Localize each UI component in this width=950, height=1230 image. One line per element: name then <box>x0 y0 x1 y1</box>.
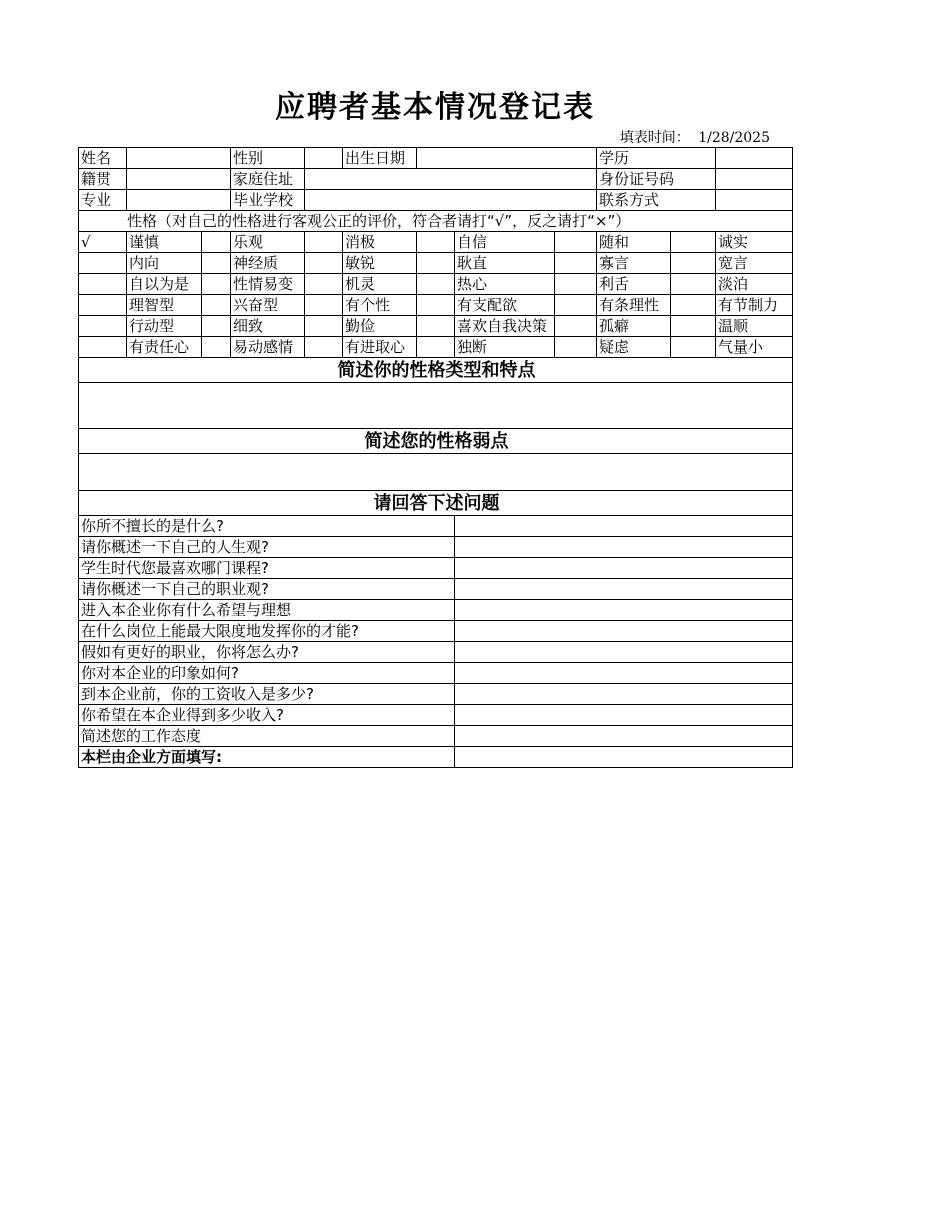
type-desc-answer[interactable] <box>79 383 793 429</box>
questions-heading: 请回答下述问题 <box>79 491 793 516</box>
question-row <box>79 642 793 663</box>
id-number-label: 身份证号码 <box>597 169 716 190</box>
trait-check[interactable] <box>305 232 343 253</box>
name-label: 姓名 <box>79 148 127 169</box>
question-text: 你希望在本企业得到多少收入? <box>79 705 455 726</box>
trait-check[interactable] <box>555 316 597 337</box>
type-desc-answer-row <box>79 383 793 429</box>
fill-time-label: 填表时间： <box>619 130 690 146</box>
trait-label: 有条理性 <box>597 295 671 316</box>
trait-check[interactable] <box>305 274 343 295</box>
trait-label: 疑虑 <box>597 337 671 358</box>
company-field[interactable] <box>455 747 793 768</box>
question-text: 假如有更好的职业，你将怎么办? <box>79 642 455 663</box>
education-label: 学历 <box>597 148 716 169</box>
trait-check[interactable] <box>305 316 343 337</box>
trait-label: 兴奋型 <box>231 295 305 316</box>
birth-label: 出生日期 <box>343 148 417 169</box>
trait-check[interactable] <box>79 316 127 337</box>
trait-label: 理智型 <box>127 295 202 316</box>
question-text: 学生时代您最喜欢哪门课程? <box>79 558 455 579</box>
trait-check[interactable] <box>417 274 455 295</box>
contact-label: 联系方式 <box>597 190 716 211</box>
answer-field[interactable] <box>455 642 793 663</box>
trait-label: 随和 <box>597 232 671 253</box>
trait-check[interactable] <box>671 274 716 295</box>
trait-check[interactable] <box>305 337 343 358</box>
address-field[interactable] <box>305 169 597 190</box>
question-row <box>79 600 793 621</box>
trait-label: 淡泊 <box>716 274 793 295</box>
question-row <box>79 579 793 600</box>
form-title: 应聘者基本情况登记表 <box>275 90 595 125</box>
trait-label: 性情易变 <box>231 274 305 295</box>
trait-check[interactable] <box>417 232 455 253</box>
weakness-answer[interactable] <box>79 454 793 491</box>
answer-field[interactable] <box>455 516 793 537</box>
trait-label: 独断 <box>455 337 555 358</box>
personality-instruction: 性格（对自己的性格进行客观公正的评价，符合者请打“√”，反之请打“×”） <box>79 211 793 232</box>
trait-label: 机灵 <box>343 274 417 295</box>
trait-label: 易动感情 <box>231 337 305 358</box>
trait-label: 孤癖 <box>597 316 671 337</box>
answer-field[interactable] <box>455 621 793 642</box>
trait-check[interactable] <box>417 253 455 274</box>
trait-row <box>79 274 793 295</box>
answer-field[interactable] <box>455 600 793 621</box>
question-text: 你所不擅长的是什么? <box>79 516 455 537</box>
answer-field[interactable] <box>455 663 793 684</box>
question-row <box>79 705 793 726</box>
weakness-heading: 简述您的性格弱点 <box>79 429 793 454</box>
question-text: 请你概述一下自己的职业观? <box>79 579 455 600</box>
trait-row <box>79 337 793 358</box>
trait-label: 喜欢自我决策 <box>455 316 555 337</box>
trait-label: 有进取心 <box>343 337 417 358</box>
trait-check[interactable] <box>671 253 716 274</box>
trait-label: 神经质 <box>231 253 305 274</box>
trait-check[interactable] <box>417 337 455 358</box>
education-field[interactable] <box>716 148 793 169</box>
trait-label: 乐观 <box>231 232 305 253</box>
registration-table <box>78 147 793 768</box>
trait-check[interactable] <box>555 253 597 274</box>
type-desc-head-row <box>79 358 793 383</box>
trait-label: 消极 <box>343 232 417 253</box>
trait-check[interactable] <box>79 337 127 358</box>
hometown-field[interactable] <box>127 169 231 190</box>
question-row <box>79 516 793 537</box>
trait-label: 气量小 <box>716 337 793 358</box>
trait-label: 自以为是 <box>127 274 202 295</box>
trait-check[interactable] <box>417 295 455 316</box>
check-mark[interactable]: √ <box>79 232 127 253</box>
trait-label: 热心 <box>455 274 555 295</box>
trait-check[interactable] <box>79 295 127 316</box>
trait-label: 利舌 <box>597 274 671 295</box>
trait-label: 有支配欲 <box>455 295 555 316</box>
birth-field[interactable] <box>417 148 597 169</box>
trait-label: 细致 <box>231 316 305 337</box>
question-row <box>79 537 793 558</box>
trait-label: 寡言 <box>597 253 671 274</box>
trait-label: 温顺 <box>716 316 793 337</box>
fill-time <box>616 127 770 147</box>
trait-check[interactable] <box>305 253 343 274</box>
basic-row-1 <box>79 148 793 169</box>
gender-label: 性别 <box>231 148 305 169</box>
question-row <box>79 663 793 684</box>
id-number-field[interactable] <box>716 169 793 190</box>
trait-row <box>79 316 793 337</box>
trait-row <box>79 295 793 316</box>
trait-check[interactable] <box>202 295 231 316</box>
answer-field[interactable] <box>455 579 793 600</box>
trait-label: 有节制力 <box>716 295 793 316</box>
trait-check[interactable] <box>202 253 231 274</box>
question-row <box>79 558 793 579</box>
hometown-label: 籍贯 <box>79 169 127 190</box>
trait-check[interactable] <box>555 295 597 316</box>
question-text: 在什么岗位上能最大限度地发挥你的才能? <box>79 621 455 642</box>
trait-check[interactable] <box>555 232 597 253</box>
address-label: 家庭住址 <box>231 169 305 190</box>
personality-instruction-row <box>79 211 793 232</box>
trait-label: 敏锐 <box>343 253 417 274</box>
fill-time-value: 1/28/2025 <box>698 130 770 146</box>
type-desc-heading: 简述你的性格类型和特点 <box>79 358 793 383</box>
major-field[interactable] <box>127 190 231 211</box>
contact-field[interactable] <box>716 190 793 211</box>
question-text: 到本企业前，你的工资收入是多少? <box>79 684 455 705</box>
question-text: 你对本企业的印象如何? <box>79 663 455 684</box>
trait-check[interactable] <box>202 232 231 253</box>
answer-field[interactable] <box>455 684 793 705</box>
school-field[interactable] <box>305 190 597 211</box>
question-text: 进入本企业你有什么希望与理想 <box>79 600 455 621</box>
weakness-answer-row <box>79 454 793 491</box>
basic-row-2 <box>79 169 793 190</box>
question-row <box>79 726 793 747</box>
trait-check[interactable] <box>202 316 231 337</box>
trait-check[interactable] <box>671 316 716 337</box>
trait-label: 谨慎 <box>127 232 202 253</box>
weakness-head-row <box>79 429 793 454</box>
trait-check[interactable] <box>305 295 343 316</box>
questions-head-row <box>79 491 793 516</box>
trait-label: 有个性 <box>343 295 417 316</box>
name-field[interactable] <box>127 148 231 169</box>
trait-label: 勤俭 <box>343 316 417 337</box>
question-row <box>79 684 793 705</box>
trait-row <box>79 232 793 253</box>
trait-label: 宽言 <box>716 253 793 274</box>
trait-check[interactable] <box>202 337 231 358</box>
trait-check[interactable] <box>79 274 127 295</box>
answer-field[interactable] <box>455 726 793 747</box>
company-row <box>79 747 793 768</box>
trait-label: 自信 <box>455 232 555 253</box>
trait-label: 有责任心 <box>127 337 202 358</box>
trait-check[interactable] <box>202 274 231 295</box>
answer-field[interactable] <box>455 558 793 579</box>
trait-label: 内向 <box>127 253 202 274</box>
gender-field[interactable] <box>305 148 343 169</box>
trait-check[interactable] <box>417 316 455 337</box>
trait-check[interactable] <box>79 253 127 274</box>
trait-label: 诚实 <box>716 232 793 253</box>
trait-check[interactable] <box>671 337 716 358</box>
trait-label: 行动型 <box>127 316 202 337</box>
answer-field[interactable] <box>455 537 793 558</box>
question-text: 请你概述一下自己的人生观? <box>79 537 455 558</box>
major-label: 专业 <box>79 190 127 211</box>
school-label: 毕业学校 <box>231 190 305 211</box>
question-row <box>79 621 793 642</box>
question-text: 简述您的工作态度 <box>79 726 455 747</box>
trait-check[interactable] <box>671 232 716 253</box>
trait-check[interactable] <box>555 274 597 295</box>
company-note: 本栏由企业方面填写: <box>79 747 455 768</box>
basic-row-3 <box>79 190 793 211</box>
trait-check[interactable] <box>555 337 597 358</box>
trait-label: 耿直 <box>455 253 555 274</box>
answer-field[interactable] <box>455 705 793 726</box>
trait-row <box>79 253 793 274</box>
trait-check[interactable] <box>671 295 716 316</box>
